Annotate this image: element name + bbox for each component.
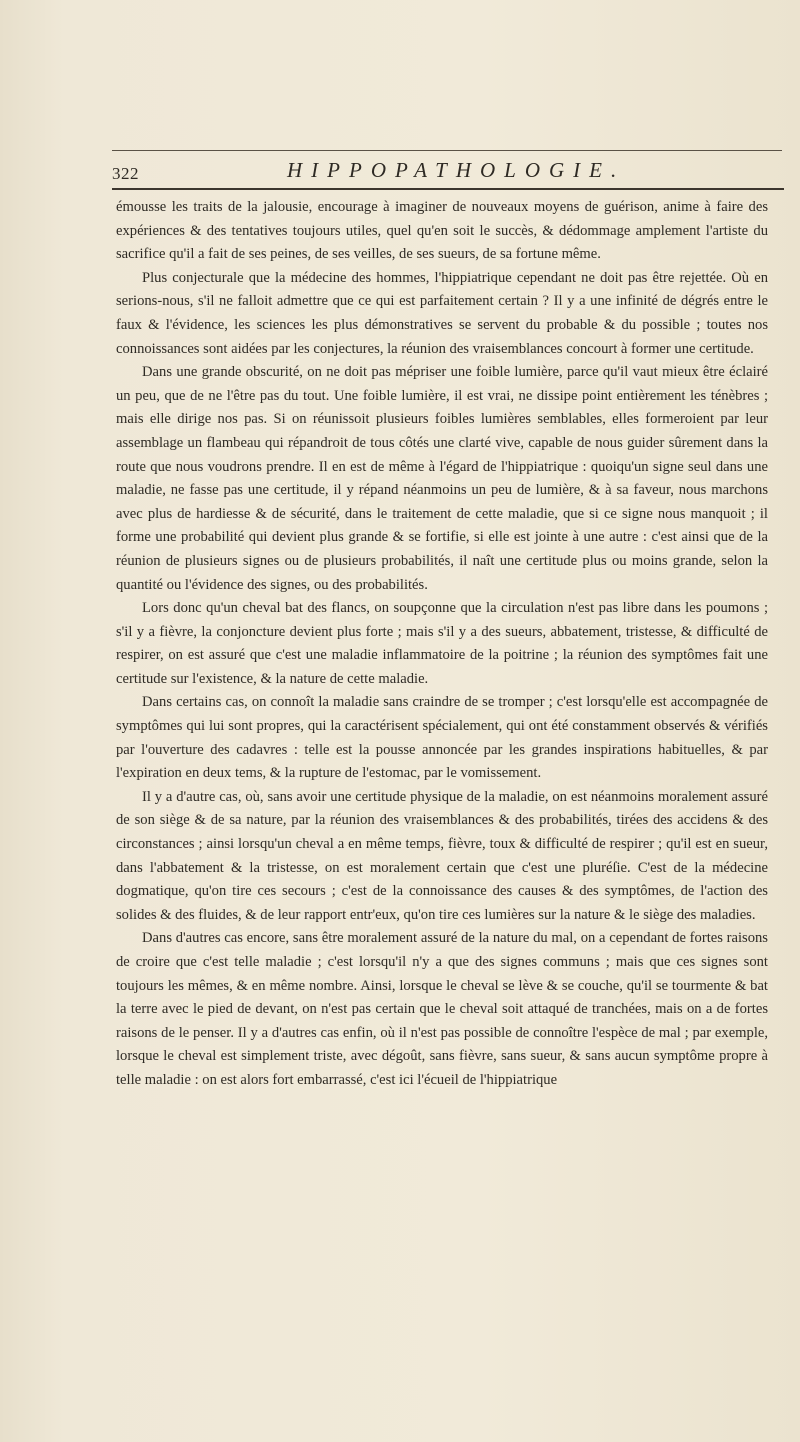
- page-header: [112, 158, 782, 188]
- page-number: 322: [112, 164, 139, 183]
- running-title: HIPPOPATHOLOGIE.: [287, 158, 626, 182]
- paragraph: Dans d'autres cas encore, sans être moralement assuré de la nature du mal, on a cependant de fortes raisons de croire que c'est telle maladie ; c'est lorsqu'il n'y a que des signes communs ; mais que ces signes sont toujours les mêmes, & en même nombre. Ainsi, lorsque le cheval se lève & se couche, qu'il se tourmente & bat la terre avec le pied de devant, on n'est pas certain que le cheval soit attaqué de tranchées, mais on a de fortes raisons de le penser. Il y a d'autres cas enfin, où il n'est pas possible de connoître l'espèce de mal ; par exemple, lorsque le cheval est simplement triste, avec dégoût, sans fièvre, sans sueur, & sans aucun symptôme propre à telle maladie : on est alors fort embarrassé, c'est ici l'écueil de l'hippiatrique: [116, 930, 768, 1088]
- paragraph-continued: émousse les traits de la jalousie, encourage à imaginer de nouveaux moyens de guérison, anime à faire des expériences & des tentatives toujours utiles, quel qu'en soit le succès, & dédommage amplement l'artiste du sacrifice qu'il a fait de ses peines, de ses veilles, de ses sueurs, de sa fortune même.: [116, 199, 768, 263]
- paragraph: Il y a d'autre cas, où, sans avoir une certitude physique de la maladie, on est néanmoins moralement assuré de son siège & de sa nature, par la réunion des vraisemblances & des probabilités, tirées des accidens & des circonstances ; ainsi lorsqu'un cheval a en même temps, fièvre, toux & difficulté de respirer ; qu'il est en sueur, dans l'abbatement & la tristesse, on est moralement certain que c'est une pluréſie. C'est de la médecine dogmatique, qu'on tire ces secours ; c'est de la connoissance des causes & des symptômes, de l'action des solides & des fluides, & de leur rapport entr'eux, qu'on tire ces lumières sur la nature & le siège des maladies.: [116, 788, 768, 923]
- paragraph: Lors donc qu'un cheval bat des flancs, on soupçonne que la circulation n'est pas libre dans les poumons ; s'il y a fièvre, la conjoncture devient plus forte ; mais s'il y a des sueurs, abbatement, tristesse, & difficulté de respirer, on est assuré que c'est une maladie inflammatoire de la poitrine ; la réunion des symptômes fait une certitude sur l'existence, & la nature de cette maladie.: [116, 600, 768, 687]
- paragraph: Dans certains cas, on connoît la maladie sans craindre de se tromper ; c'est lorsqu'elle est accompagnée de symptômes qui lui sont propres, qui la caractérisent spécialement, qui ont été constamment observés & vérifiés par l'ouverture des cadavres : telle est la pousse annoncée par les grandes inspirations habituelles, & par l'expiration en deux tems, & la rupture de l'estomac, par le vomissement.: [116, 694, 768, 782]
- header-top-rule: [112, 150, 782, 151]
- body-text: [116, 196, 768, 1093]
- paragraph: Plus conjecturale que la médecine des hommes, l'hippiatrique cependant ne doit pas être rejettée. Où en serions-nous, s'il ne falloit admettre que ce qui est parfaitement certain ? Il y a une infinité de dégrés entre le faux & l'évidence, les sciences les plus démonstratives se servent du probable & du possible ; toutes nos connoissances sont aidées par les conjectures, la réunion des vraisemblances concourt à former une certitude.: [116, 269, 768, 357]
- paragraph: Dans une grande obscurité, on ne doit pas mépriser une foible lumière, parce qu'il vaut mieux être éclairé un peu, que de ne l'être pas du tout. Une foible lumière, il est vrai, ne dissipe point entièrement les ténèbres ; mais elle dirige nos pas. Si on réunissoit plusieurs foibles lumières semblables, elles formeroient par leur assemblage un flambeau qui répandroit de tous côtés une clarté vive, capable de nous guider sûrement dans la route que nous voudrons prendre. Il en est de même à l'égard de l'hippiatrique : quoiqu'un signe seul dans une maladie, ne fasse pas une certitude, il y répand néanmoins un peu de lumière, & à sa faveur, nous marchons avec plus de hardiesse & de sécurité, dans le traitement de cette maladie, que si ce signe nous manquoit ; il forme une probabilité qui devient plus grande & se fortifie, si elle est jointe à une autre : c'est ainsi que de la réunion de plusieurs signes ou de plusieurs probabilités, il naît une certitude plus ou moins grande, selon la quantité ou l'évidence des signes, ou des probabilités.: [116, 364, 768, 593]
- header-bottom-rule: [112, 188, 784, 190]
